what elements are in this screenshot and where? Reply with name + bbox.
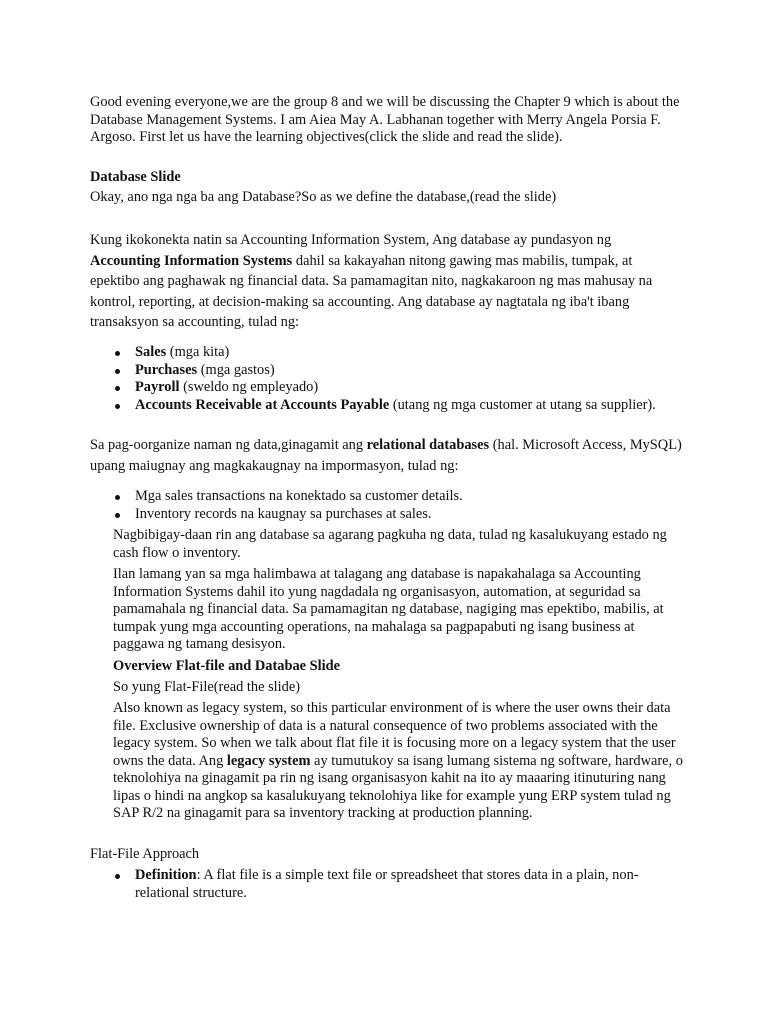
list-item: Payroll (sweldo ng empleyado) — [113, 379, 683, 397]
list-item: Definition: A flat file is a simple text file or spreadsheet that stores data in a plain, non-relational structure. — [113, 867, 683, 902]
realtime-paragraph: Nagbibigay-daan rin ang database sa agarang pagkuha ng data, tulad ng kasalukuyang estado ng cash flow o inventory. — [113, 527, 667, 561]
ais-paragraph: Kung ikokonekta natin sa Accounting Information System, Ang database ay pundasyon ng Accounting Information Systems dahil sa kakayahan nitong gawing mas mabilis, tumpak, at epektibo ang paghawak ng financial data. Sa pamamagitan nito, nagkakaroon ng mas mahusay na kontrol, reporting, at decision-making sa accounting. Ang database ay nagtatala ng iba't ibang transaksyon sa accounting, tulad ng: — [90, 232, 653, 330]
list-item: Mga sales transactions na konektado sa customer details. — [113, 488, 683, 506]
transactions-list — [113, 344, 683, 414]
database-slide-heading: Database Slide — [90, 169, 181, 185]
summary-paragraph: Ilan lamang yan sa mga halimbawa at talagang ang database is napakahalaga sa Accounting Information Systems dahil ito yung nagdadala ng organisasyon, automation, at seguridad sa pamamahala ng financial data. Sa pamamagitan ng database, nagiging mas epektibo, mabilis, at tumpak yung mga accounting operations, na mahalaga sa pagpapabuti ng isang business at paggawa ng tamang desisyon. — [113, 566, 664, 652]
list-item: Purchases (mga gastos) — [113, 362, 683, 380]
list-item: Accounts Receivable at Accounts Payable (utang ng mga customer at utang sa supplier). — [113, 397, 683, 415]
relational-list — [113, 488, 683, 523]
list-item: Inventory records na kaugnay sa purchases at sales. — [113, 506, 683, 524]
flatfile-list — [113, 867, 683, 902]
list-item: Sales (mga kita) — [113, 344, 683, 362]
database-question: Okay, ano nga nga ba ang Database?So as we define the database,(read the slide) — [90, 189, 557, 205]
overview-intro: So yung Flat-File(read the slide) — [113, 679, 301, 695]
intro-paragraph: Good evening everyone,we are the group 8 and we will be discussing the Chapter 9 which is about the Database Management Systems. I am Aiea May A. Labhanan together with Merry Angela Porsia F. Argoso. First let us have the learning objectives(click the slide and read the slide). — [90, 94, 680, 145]
flatfile-heading: Flat-File Approach — [90, 846, 200, 862]
legacy-paragraph: Also known as legacy system, so this particular environment of is where the user owns their data file. Exclusive ownership of data is a natural consequence of two problems associated with the legacy system. So when we talk about flat file it is focusing more on a legacy system that the user owns the data. Ang legacy system ay tumutukoy sa isang lumang sistema ng software, hardware, o teknolohiya na ginagamit pa rin ng isang organisasyon kahit na ito ay maaaring itinuturing nang lipas o hindi na angkop sa kasalukuyang teknolohiya like for example yung ERP system tulad ng SAP R/2 na ginagamit para sa inventory tracking at production planning. — [113, 700, 683, 821]
relational-paragraph: Sa pag-oorganize naman ng data,ginagamit ang relational databases (hal. Microsoft Access, MySQL) upang maiugnay ang magkakaugnay na impormasyon, tulad ng: — [90, 437, 682, 474]
overview-heading: Overview Flat-file and Databae Slide — [113, 658, 341, 674]
